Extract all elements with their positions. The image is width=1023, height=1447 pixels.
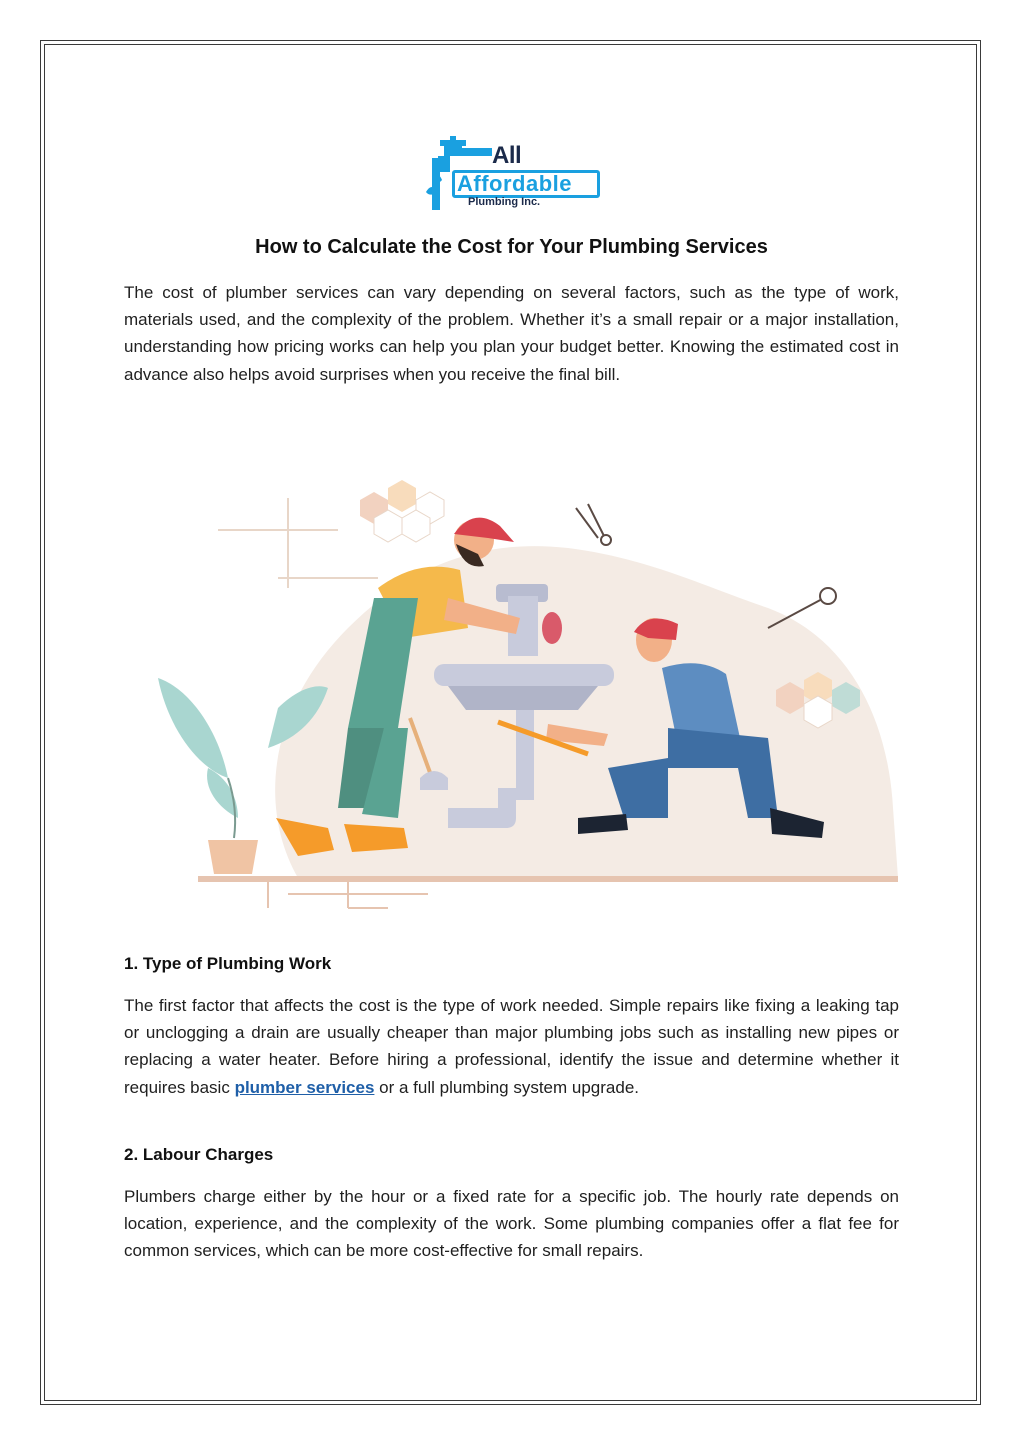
plumber-services-link[interactable]: plumber services (234, 1077, 375, 1097)
hexagon-decoration-top (360, 480, 444, 542)
pliers-icon (576, 504, 611, 545)
logo-box (452, 170, 600, 198)
section-2-paragraph: Plumbers charge either by the hour or a fixed rate for a specific job. The hourly rate depends on location, experience, and the complexity of the work. Some plumbing companies offer a flat fee for common services, which can be more cost-effective for small repairs. (124, 1187, 899, 1261)
section-1-text-before-link: The first factor that affects the cost is the type of work needed. Simple repairs like fixing a leaking tap or unclogging a drain are usually cheaper than major plumbing jobs such as installing new pipes or replacing a water heater. Before hiring a professional, identify the issue and determine whether it requires basic (124, 996, 899, 1097)
wrench-icon (768, 588, 836, 628)
plumbers-illustration (148, 478, 908, 918)
section-2-heading: 2. Labour Charges (124, 1145, 274, 1164)
company-logo (418, 136, 610, 212)
logo-word-all: All (492, 142, 522, 169)
page-title: How to Calculate the Cost for Your Plumbing Services (255, 236, 768, 258)
section-1-heading: 1. Type of Plumbing Work (124, 954, 332, 973)
intro-paragraph: The cost of plumber services can vary depending on several factors, such as the type of work, materials used, and the complexity of the problem. Whether it’s a small repair or a major installation, understanding how pricing works can help you plan your budget better. Knowing the estimated cost in advance also helps avoid surprises when you receive the final bill. (124, 283, 899, 384)
logo-word-affordable: Affordable (457, 171, 572, 196)
section-1-text-after-link: or a full plumbing system upgrade. (374, 1077, 640, 1097)
brick-lines (268, 882, 428, 908)
floor-line (198, 876, 898, 882)
logo-word-plumbing: Plumbing Inc. (468, 196, 541, 208)
section-1-paragraph (124, 992, 899, 1101)
